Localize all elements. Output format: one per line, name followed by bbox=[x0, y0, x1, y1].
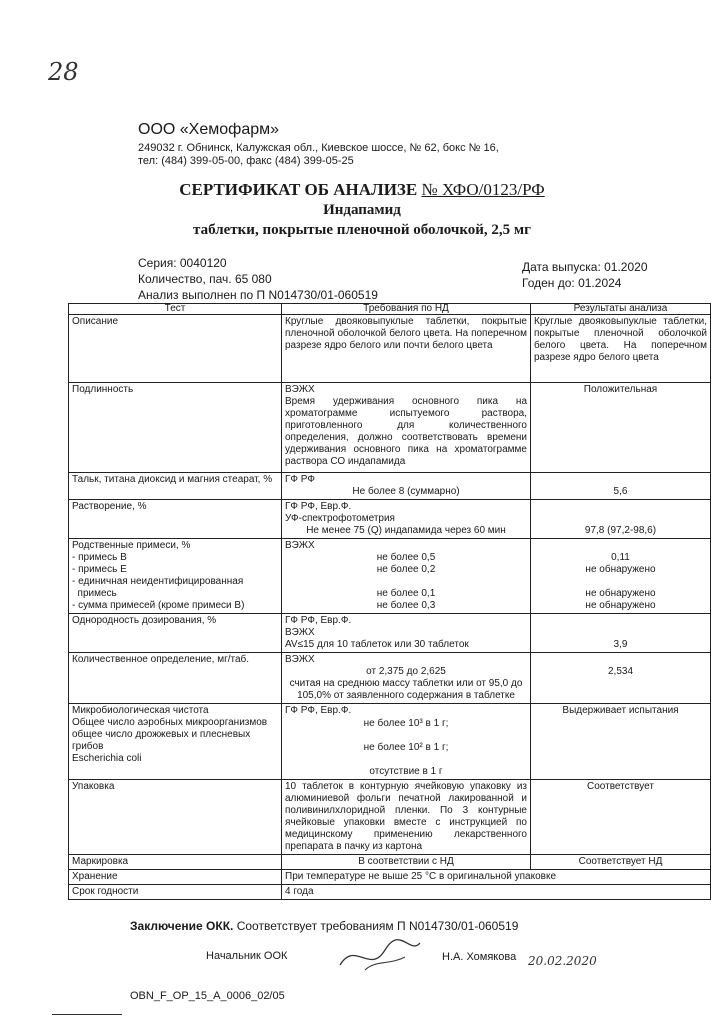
result-cell bbox=[531, 653, 711, 704]
requirement-limit: не более 0,2 bbox=[376, 564, 436, 575]
analysis-table bbox=[68, 303, 711, 900]
requirement-note: считая на среднюю массу таблетки или от 95,0 до 105,0% от заявленного содержания в таблетке bbox=[289, 678, 523, 701]
table-row bbox=[69, 870, 711, 885]
test-line: Родственные примеси, % bbox=[72, 540, 191, 551]
requirement-method: ВЭЖХ bbox=[285, 627, 315, 638]
result-cell bbox=[531, 500, 711, 539]
product-name: Индапамид bbox=[323, 202, 401, 218]
result-cell bbox=[531, 614, 711, 653]
header-test: Тест bbox=[69, 304, 282, 315]
table-row bbox=[69, 855, 711, 870]
test-cell: Подлинность bbox=[69, 383, 282, 473]
expiry-date: Годен до: 01.2024 bbox=[522, 276, 622, 290]
test-line: примесь bbox=[72, 588, 117, 599]
test-line: Микробиологическая чистота bbox=[72, 705, 209, 716]
requirement-cell: 10 таблеток в контурную ячейковую упаковку из алюминиевой фольги печатной лакированной и поливинилхлоридной пленки. По 3 контурные ячейковые упаковки вместе с инструкцией по медицинскому применению лекарственного препарата в пачку из картона bbox=[282, 780, 531, 855]
handwritten-page-number: 28 bbox=[48, 58, 79, 86]
result-cell: Круглые двояковыпуклые таблетки, покрытые пленочной оболочкой белого цвета. На поперечном разрезе ядро белого цвета bbox=[531, 315, 711, 383]
table-header-row bbox=[69, 304, 711, 315]
conclusion-text: Соответствует требованиям П N014730/01-060519 bbox=[236, 919, 519, 933]
requirement-method: ВЭЖХ bbox=[285, 654, 315, 665]
result-value: 3,9 bbox=[613, 639, 628, 650]
product-form: таблетки, покрытые пленочной оболочкой, 2,5 мг bbox=[193, 222, 531, 238]
result-value: 2,534 bbox=[607, 666, 634, 677]
test-cell: Количественное определение, мг/таб. bbox=[69, 653, 282, 704]
table-row bbox=[69, 383, 711, 473]
table-row bbox=[69, 500, 711, 539]
header-results: Результаты анализа bbox=[531, 304, 711, 315]
header-requirements: Требования по НД bbox=[282, 304, 531, 315]
analysis-basis: Анализ выполнен по П N014730/01-060519 bbox=[138, 288, 378, 302]
certificate-number: № ХФО/0123/РФ bbox=[421, 180, 545, 199]
signatory-role: Начальник ООК bbox=[206, 950, 288, 962]
test-cell: Хранение bbox=[69, 870, 282, 885]
requirement-cell bbox=[282, 614, 531, 653]
requirement-method: УФ-спектрофотометрия bbox=[285, 513, 395, 524]
table-row bbox=[69, 885, 711, 900]
requirement-limit: не более 10² в 1 г; bbox=[363, 742, 449, 753]
test-line: Общее число аэробных микроорганизмов bbox=[72, 717, 268, 728]
test-cell: Растворение, % bbox=[69, 500, 282, 539]
quantity: Количество, пач. 65 080 bbox=[138, 272, 272, 286]
test-cell: Упаковка bbox=[69, 780, 282, 855]
result-cell bbox=[531, 473, 711, 500]
test-cell: Тальк, титана диоксид и магния стеарат, % bbox=[69, 473, 282, 500]
result-cell: Соответствует bbox=[531, 780, 711, 855]
result-value: 0,11 bbox=[611, 552, 630, 563]
result-value: 97,8 (97,2-98,6) bbox=[584, 525, 657, 536]
test-line: - сумма примесей (кроме примеси В) bbox=[72, 600, 245, 611]
test-cell bbox=[69, 539, 282, 614]
requirement-cell: Круглые двояковыпуклые таблетки, покрытые пленочной оболочкой белого цвета. На поперечном разрезе ядро белого или почти белого цвета bbox=[282, 315, 531, 383]
test-line: - примесь Е bbox=[72, 564, 127, 575]
company-phone: тел: (484) 399-05-00, факс (484) 399-05-25 bbox=[138, 155, 354, 167]
requirement-limit: AV≤15 для 10 таблеток или 30 таблеток bbox=[285, 639, 469, 650]
test-line: - примесь В bbox=[72, 552, 127, 563]
certificate-title: СЕРТИФИКАТ ОБ АНАЛИЗЕ bbox=[179, 180, 418, 199]
signatory-name: Н.А. Хомякова bbox=[442, 951, 517, 963]
requirement-limit: не более 0,5 bbox=[376, 552, 436, 563]
test-cell: Описание bbox=[69, 315, 282, 383]
requirement-cell: В соответствии с НД bbox=[282, 855, 531, 870]
requirement-cell: 4 года bbox=[282, 885, 711, 900]
requirement-method: ВЭЖХ bbox=[285, 540, 315, 551]
conclusion-label: Заключение ОКК. bbox=[130, 919, 234, 933]
certificate-title-line bbox=[0, 180, 724, 200]
requirement-method: ВЭЖХ bbox=[285, 384, 315, 395]
result-cell: Положительная bbox=[531, 383, 711, 473]
table-row bbox=[69, 653, 711, 704]
company-name: ООО «Хемофарм» bbox=[138, 121, 280, 138]
requirement-limit: Не более 8 (суммарно) bbox=[352, 486, 460, 497]
requirement-limit: не более 0,1 bbox=[376, 588, 436, 599]
company-address: 249032 г. Обнинск, Калужская обл., Киевское шоссе, № 62, бокс № 16, bbox=[138, 142, 499, 154]
requirement-limit: отсутствие в 1 г bbox=[369, 766, 443, 777]
test-cell: Однородность дозирования, % bbox=[69, 614, 282, 653]
requirement-cell: При температуре не выше 25 °С в оригинальной упаковке bbox=[282, 870, 711, 885]
handwritten-signature bbox=[335, 935, 425, 975]
result-cell: Выдерживает испытания bbox=[531, 704, 711, 780]
result-value: не обнаружено bbox=[585, 600, 656, 611]
requirement-cell bbox=[282, 473, 531, 500]
requirement-limit: от 2,375 до 2,625 bbox=[366, 666, 446, 677]
test-line: Escherichia coli bbox=[72, 753, 142, 764]
requirement-method: ГФ РФ bbox=[285, 474, 315, 485]
table-row bbox=[69, 539, 711, 614]
signature-date: 20.02.2020 bbox=[528, 954, 597, 968]
requirement-cell bbox=[282, 653, 531, 704]
result-cell bbox=[531, 539, 711, 614]
requirement-method: ГФ РФ, Евр.Ф. bbox=[285, 615, 352, 626]
requirement-cell bbox=[282, 539, 531, 614]
conclusion bbox=[130, 919, 518, 933]
table-row bbox=[69, 780, 711, 855]
test-cell: Срок годности bbox=[69, 885, 282, 900]
requirement-text: Время удерживания основного пика на хроматограмме испытуемого раствора, приготовленного для количественного определения, должно соответствовать времени удерживания основного пика на хроматограмме раствора СО индапамида bbox=[285, 396, 527, 467]
requirement-cell bbox=[282, 704, 531, 780]
requirement-limit: не более 0,3 bbox=[376, 600, 436, 611]
test-cell bbox=[69, 704, 282, 780]
result-cell: Соответствует НД bbox=[531, 855, 711, 870]
result-value: не обнаружено bbox=[585, 588, 656, 599]
requirement-method: ГФ РФ, Евр.Ф. bbox=[285, 501, 352, 512]
series: Серия: 0040120 bbox=[138, 256, 227, 270]
result-value: 5,6 bbox=[613, 486, 628, 497]
requirement-method: ГФ РФ, Евр.Ф. bbox=[285, 705, 352, 716]
requirement-cell bbox=[282, 383, 531, 473]
table-row bbox=[69, 704, 711, 780]
requirement-limit: Не менее 75 (Q) индапамида через 60 мин bbox=[306, 525, 506, 536]
table-row bbox=[69, 614, 711, 653]
release-date: Дата выпуска: 01.2020 bbox=[522, 260, 648, 274]
form-code: OBN_F_OP_15_A_0006_02/05 bbox=[130, 990, 285, 1002]
table-row bbox=[69, 315, 711, 383]
footer-divider bbox=[52, 1014, 122, 1015]
test-line: общее число дрожжевых и плесневых грибов bbox=[72, 729, 251, 752]
result-value: не обнаружено bbox=[585, 564, 656, 575]
requirement-limit: не более 10³ в 1 г; bbox=[363, 718, 449, 729]
requirement-cell bbox=[282, 500, 531, 539]
test-line: - единичная неидентифицированная bbox=[72, 576, 244, 587]
table-row bbox=[69, 473, 711, 500]
test-cell: Маркировка bbox=[69, 855, 282, 870]
